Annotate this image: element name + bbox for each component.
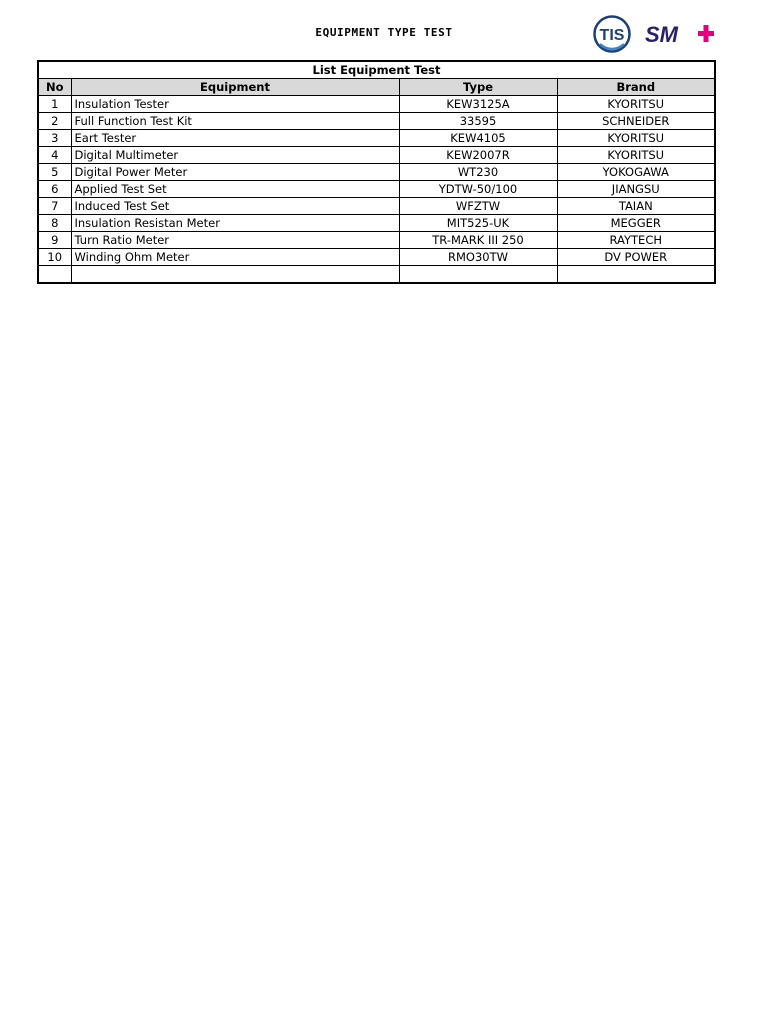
cell-no: 6	[38, 181, 71, 198]
table-row	[38, 147, 715, 164]
cell-equipment: Digital Power Meter	[71, 164, 399, 181]
cell-brand: YOKOGAWA	[557, 164, 715, 181]
cell-brand: KYORITSU	[557, 147, 715, 164]
cell-brand: KYORITSU	[557, 130, 715, 147]
table-row	[38, 232, 715, 249]
empty-cell	[38, 266, 71, 284]
svg-text:TIS: TIS	[599, 27, 625, 44]
table-row	[38, 181, 715, 198]
cell-type: YDTW-50/100	[399, 181, 557, 198]
cell-no: 7	[38, 198, 71, 215]
empty-table-row	[38, 266, 715, 284]
equipment-table	[37, 60, 716, 284]
table-row	[38, 113, 715, 130]
cell-type: RMO30TW	[399, 249, 557, 266]
header-type: Type	[399, 79, 557, 96]
table-row	[38, 96, 715, 113]
cell-type: 33595	[399, 113, 557, 130]
table-row	[38, 164, 715, 181]
cell-no: 2	[38, 113, 71, 130]
empty-cell	[557, 266, 715, 284]
cell-equipment: Induced Test Set	[71, 198, 399, 215]
header-equipment: Equipment	[71, 79, 399, 96]
cell-brand: SCHNEIDER	[557, 113, 715, 130]
header-brand: Brand	[557, 79, 715, 96]
cell-equipment: Full Function Test Kit	[71, 113, 399, 130]
cell-type: TR-MARK III 250	[399, 232, 557, 249]
table-row	[38, 215, 715, 232]
cell-brand: KYORITSU	[557, 96, 715, 113]
cell-equipment: Digital Multimeter	[71, 147, 399, 164]
svg-text:SM: SM	[645, 22, 678, 47]
table-row	[38, 249, 715, 266]
empty-cell	[399, 266, 557, 284]
table-header-row	[38, 79, 715, 96]
cell-type: WT230	[399, 164, 557, 181]
cell-equipment: Turn Ratio Meter	[71, 232, 399, 249]
cell-equipment: Applied Test Set	[71, 181, 399, 198]
tis-logo	[591, 14, 633, 54]
cell-no: 10	[38, 249, 71, 266]
cell-no: 8	[38, 215, 71, 232]
header-no: No	[38, 79, 71, 96]
cell-no: 1	[38, 96, 71, 113]
cell-type: KEW4105	[399, 130, 557, 147]
cell-brand: RAYTECH	[557, 232, 715, 249]
sm-plus-logo	[644, 20, 716, 48]
cell-type: WFZTW	[399, 198, 557, 215]
cell-brand: MEGGER	[557, 215, 715, 232]
cell-type: KEW3125A	[399, 96, 557, 113]
cell-equipment: Eart Tester	[71, 130, 399, 147]
cell-brand: TAIAN	[557, 198, 715, 215]
cell-equipment: Insulation Resistan Meter	[71, 215, 399, 232]
cell-no: 3	[38, 130, 71, 147]
cell-type: MIT525-UK	[399, 215, 557, 232]
cell-no: 5	[38, 164, 71, 181]
cell-brand: JIANGSU	[557, 181, 715, 198]
table-row	[38, 198, 715, 215]
cell-brand: DV POWER	[557, 249, 715, 266]
cell-type: KEW2007R	[399, 147, 557, 164]
table-row	[38, 130, 715, 147]
table-caption: List Equipment Test	[38, 61, 715, 79]
cell-no: 4	[38, 147, 71, 164]
empty-cell	[71, 266, 399, 284]
cell-equipment: Winding Ohm Meter	[71, 249, 399, 266]
cell-equipment: Insulation Tester	[71, 96, 399, 113]
document-title: EQUIPMENT TYPE TEST	[315, 26, 453, 39]
cell-no: 9	[38, 232, 71, 249]
